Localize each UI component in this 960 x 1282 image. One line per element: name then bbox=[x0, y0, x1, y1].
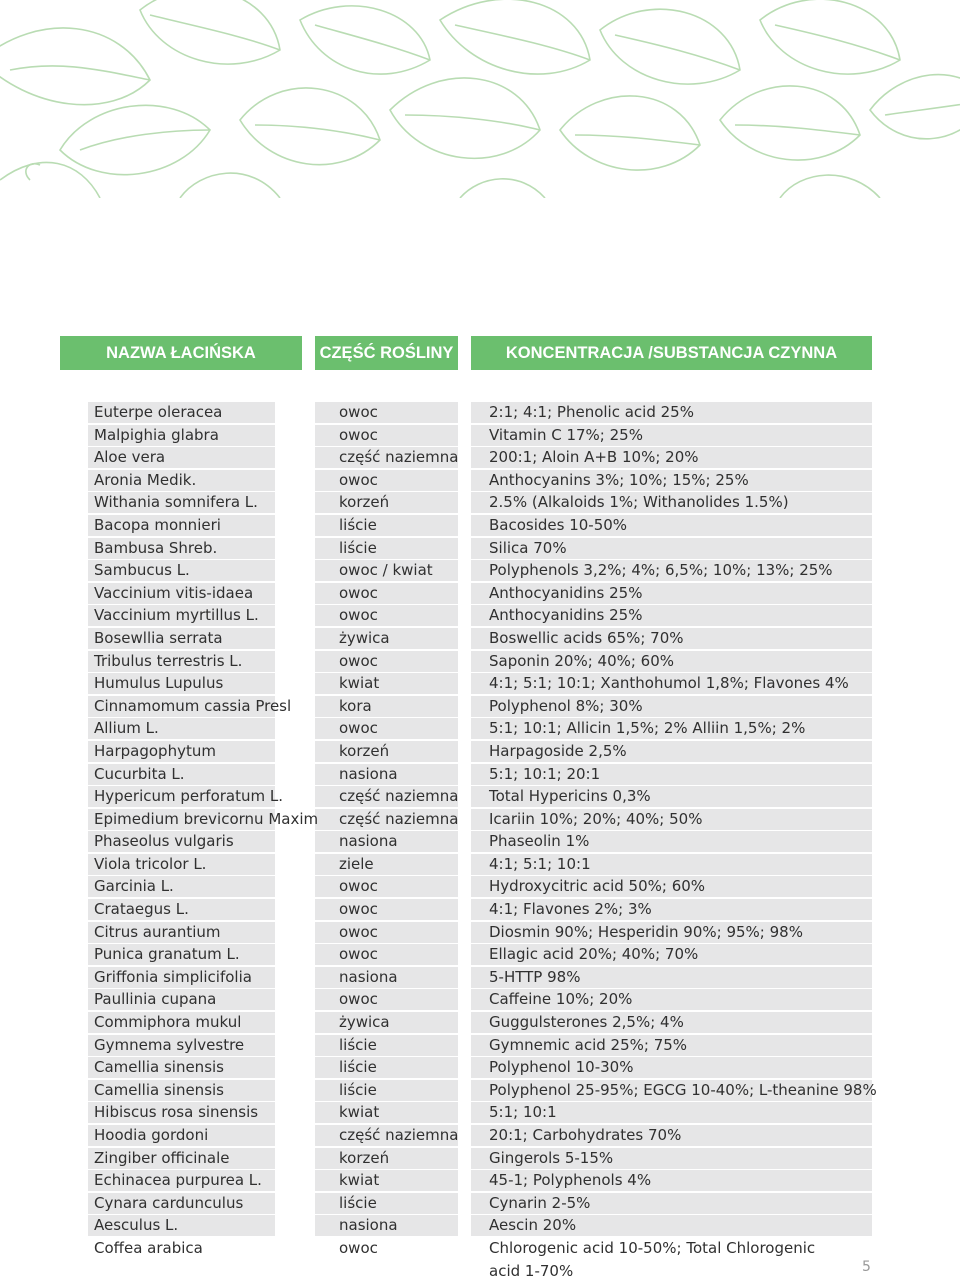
plant-part-cell: owoc bbox=[339, 900, 378, 919]
plant-part-cell: kwiat bbox=[339, 674, 380, 693]
concentration-cell: 2:1; 4:1; Phenolic acid 25% bbox=[489, 403, 694, 421]
concentration-cell: Caffeine 10%; 20% bbox=[489, 990, 633, 1009]
plant-part-cell: liście bbox=[339, 1193, 377, 1212]
plant-part-cell: owoc bbox=[339, 583, 378, 602]
plant-part-cell: owoc bbox=[339, 606, 378, 625]
plant-part-cell: część naziemna bbox=[339, 787, 459, 806]
plant-part-cell: kwiat bbox=[339, 1103, 380, 1122]
concentration-cell: Harpagoside 2,5% bbox=[489, 741, 627, 760]
table-row bbox=[0, 785, 960, 808]
row-band bbox=[315, 922, 458, 943]
plant-part-cell: liście bbox=[339, 538, 377, 557]
leaf-pattern-icon bbox=[0, 0, 960, 198]
column-header-concentration: KONCENTRACJA /SUBSTANCJA CZYNNA bbox=[471, 336, 872, 370]
concentration-cell: Boswellic acids 65%; 70% bbox=[489, 628, 684, 647]
concentration-cell: 4:1; 5:1; 10:1 bbox=[489, 854, 591, 873]
latin-name-cell: Viola tricolor L. bbox=[94, 854, 207, 873]
plant-part-cell: owoc bbox=[339, 922, 378, 941]
latin-name-cell: Vaccinium vitis-idaea bbox=[94, 583, 254, 602]
row-band bbox=[315, 1193, 458, 1214]
plant-part-cell: liście bbox=[339, 515, 377, 534]
concentration-cell: Total Hypericins 0,3% bbox=[489, 787, 651, 806]
concentration-cell: 2.5% (Alkaloids 1%; Withanolides 1.5%) bbox=[489, 493, 789, 512]
concentration-cell: Polyphenol 25-95%; EGCG 10-40%; L-theanine 98% bbox=[489, 1080, 877, 1099]
concentration-cell: Silica 70% bbox=[489, 538, 567, 557]
plant-part-cell: owoc bbox=[339, 651, 378, 670]
plant-part-cell: liście bbox=[339, 1080, 377, 1099]
row-band bbox=[315, 470, 458, 491]
latin-name-cell: Tribulus terrestris L. bbox=[94, 651, 243, 670]
table-row bbox=[0, 763, 960, 786]
plant-part-cell: owoc bbox=[339, 877, 378, 896]
latin-name-cell: Phaseolus vulgaris bbox=[94, 832, 234, 851]
concentration-cell: Phaseolin 1% bbox=[489, 832, 590, 851]
table-row bbox=[0, 650, 960, 673]
latin-name-cell: Cinnamomum cassia Presl bbox=[94, 696, 292, 715]
table-row bbox=[0, 1214, 960, 1237]
latin-name-cell: Cynara cardunculus bbox=[94, 1193, 244, 1212]
concentration-cell: 5:1; 10:1 bbox=[489, 1103, 557, 1122]
concentration-cell: Bacosides 10-50% bbox=[489, 515, 628, 534]
latin-name-cell: Hypericum perforatum L. bbox=[94, 787, 284, 806]
latin-name-cell: Citrus aurantium bbox=[94, 922, 221, 941]
plant-part-cell: nasiona bbox=[339, 967, 398, 986]
latin-name-cell: Bacopa monnieri bbox=[94, 515, 221, 534]
column-header-plant-part: CZĘŚĆ ROŚLINY bbox=[315, 336, 458, 370]
table-row bbox=[0, 808, 960, 831]
row-band bbox=[315, 605, 458, 626]
concentration-cell: 5:1; 10:1; Allicin 1,5%; 2% Alliin 1,5%; 2% bbox=[489, 719, 806, 738]
row-band bbox=[315, 651, 458, 672]
row-band bbox=[315, 515, 458, 536]
plant-part-cell: owoc / kwiat bbox=[339, 561, 433, 580]
concentration-cell: Hydroxycitric acid 50%; 60% bbox=[489, 877, 706, 896]
row-band bbox=[315, 425, 458, 446]
table-row bbox=[0, 469, 960, 492]
plant-part-cell: część naziemna bbox=[339, 448, 459, 467]
latin-name-cell: Zingiber officinale bbox=[94, 1148, 230, 1167]
concentration-cell: Icariin 10%; 20%; 40%; 50% bbox=[489, 809, 703, 828]
latin-name-cell: Bambusa Shreb. bbox=[94, 538, 218, 557]
latin-name-cell: Commiphora mukul bbox=[94, 1013, 242, 1032]
latin-name-cell: Cucurbita L. bbox=[94, 764, 185, 783]
row-band bbox=[315, 1102, 458, 1123]
table-row bbox=[0, 1056, 960, 1079]
table-row bbox=[0, 604, 960, 627]
concentration-cell: 200:1; Aloin A+B 10%; 20% bbox=[489, 448, 699, 467]
concentration-cell: 5:1; 10:1; 20:1 bbox=[489, 764, 601, 783]
table-row bbox=[0, 1147, 960, 1170]
plant-part-cell: część naziemna bbox=[339, 809, 459, 828]
plant-part-cell: nasiona bbox=[339, 832, 398, 851]
concentration-cell: Polyphenol 10-30% bbox=[489, 1058, 634, 1077]
row-band bbox=[315, 989, 458, 1010]
concentration-cell: Diosmin 90%; Hesperidin 90%; 95%; 98% bbox=[489, 922, 803, 941]
table-row bbox=[0, 943, 960, 966]
table-row bbox=[0, 830, 960, 853]
row-band bbox=[315, 1035, 458, 1056]
row-band bbox=[315, 854, 458, 875]
plant-part-cell: owoc bbox=[339, 425, 378, 444]
plant-part-cell: liście bbox=[339, 1058, 377, 1077]
row-band bbox=[315, 402, 458, 423]
table-row bbox=[0, 537, 960, 560]
table-row bbox=[0, 695, 960, 718]
column-header-latin-name: NAZWA ŁACIŃSKA bbox=[60, 336, 302, 370]
row-band bbox=[315, 876, 458, 897]
decorative-leaf-banner bbox=[0, 0, 960, 198]
table-row bbox=[0, 740, 960, 763]
latin-name-cell: Paullinia cupana bbox=[94, 990, 217, 1009]
latin-name-cell: Griffonia simplicifolia bbox=[94, 967, 252, 986]
row-band bbox=[315, 899, 458, 920]
table-row bbox=[0, 875, 960, 898]
table-row bbox=[0, 1079, 960, 1102]
table-row bbox=[0, 966, 960, 989]
table-row bbox=[0, 1034, 960, 1057]
latin-name-cell: Camellia sinensis bbox=[94, 1080, 224, 1099]
latin-name-cell: Gymnema sylvestre bbox=[94, 1035, 245, 1054]
table-row bbox=[0, 514, 960, 537]
latin-name-cell: Humulus Lupulus bbox=[94, 674, 224, 693]
latin-name-cell: Malpighia glabra bbox=[94, 425, 219, 444]
latin-name-cell: Epimedium brevicornu Maxim bbox=[94, 809, 319, 828]
table-row bbox=[0, 491, 960, 514]
latin-name-cell: Hibiscus rosa sinensis bbox=[94, 1103, 259, 1122]
row-band bbox=[315, 1170, 458, 1191]
concentration-cell: Polyphenol 8%; 30% bbox=[489, 696, 643, 715]
table-row bbox=[0, 672, 960, 695]
concentration-cell: Ellagic acid 20%; 40%; 70% bbox=[489, 945, 699, 964]
table-row bbox=[0, 988, 960, 1011]
latin-name-cell: Allium L. bbox=[94, 719, 159, 738]
plant-part-cell: nasiona bbox=[339, 764, 398, 783]
table-row bbox=[0, 1011, 960, 1034]
table-row bbox=[0, 1169, 960, 1192]
plant-extract-table bbox=[0, 401, 960, 1280]
row-band bbox=[315, 944, 458, 965]
latin-name-cell: Garcinia L. bbox=[94, 877, 174, 896]
plant-part-cell: owoc bbox=[339, 719, 378, 738]
plant-part-cell: żywica bbox=[339, 628, 390, 647]
concentration-cell: 20:1; Carbohydrates 70% bbox=[489, 1126, 682, 1144]
table-row bbox=[0, 424, 960, 447]
concentration-cell: Anthocyanidins 25% bbox=[489, 583, 643, 602]
plant-part-cell: żywica bbox=[339, 1013, 390, 1032]
latin-name-cell: Hoodia gordoni bbox=[94, 1126, 209, 1144]
table-row bbox=[0, 627, 960, 650]
table-row bbox=[0, 1101, 960, 1124]
concentration-cell: Saponin 20%; 40%; 60% bbox=[489, 651, 675, 670]
concentration-cell: Cynarin 2-5% bbox=[489, 1193, 591, 1212]
concentration-cell: Aescin 20% bbox=[489, 1216, 577, 1235]
plant-part-cell: korzeń bbox=[339, 1148, 390, 1167]
table-row bbox=[0, 921, 960, 944]
plant-part-cell: nasiona bbox=[339, 1216, 398, 1235]
table-row bbox=[0, 446, 960, 469]
plant-part-cell: część naziemna bbox=[339, 1126, 459, 1144]
latin-name-cell: Euterpe oleracea bbox=[94, 403, 223, 421]
concentration-cell: Gingerols 5-15% bbox=[489, 1148, 614, 1167]
plant-part-cell: liście bbox=[339, 1035, 377, 1054]
row-band bbox=[315, 583, 458, 604]
concentration-cell-continued: acid 1-70% bbox=[489, 1261, 574, 1280]
concentration-cell: Chlorogenic acid 10-50%; Total Chlorogenic bbox=[489, 1238, 816, 1257]
latin-name-cell: Harpagophytum bbox=[94, 741, 216, 760]
latin-name-cell: Punica granatum L. bbox=[94, 945, 240, 964]
latin-name-cell: Bosewllia serrata bbox=[94, 628, 223, 647]
table-row bbox=[0, 898, 960, 921]
plant-part-cell: ziele bbox=[339, 854, 374, 873]
row-band bbox=[315, 538, 458, 559]
concentration-cell: Anthocyanins 3%; 10%; 15%; 25% bbox=[489, 470, 749, 489]
latin-name-cell: Echinacea purpurea L. bbox=[94, 1171, 262, 1190]
plant-part-cell: owoc bbox=[339, 990, 378, 1009]
row-band bbox=[315, 1080, 458, 1101]
plant-part-cell: owoc bbox=[339, 470, 378, 489]
page-number: 5 bbox=[862, 1259, 871, 1275]
concentration-cell: Vitamin C 17%; 25% bbox=[489, 425, 643, 444]
table-row bbox=[0, 1192, 960, 1215]
latin-name-cell: Crataegus L. bbox=[94, 900, 189, 919]
table-row bbox=[0, 401, 960, 424]
table-row bbox=[0, 1237, 960, 1280]
plant-part-cell: kora bbox=[339, 696, 372, 715]
latin-name-cell: Withania somnifera L. bbox=[94, 493, 258, 512]
latin-name-cell: Sambucus L. bbox=[94, 561, 190, 580]
table-row bbox=[0, 717, 960, 740]
latin-name-cell: Camellia sinensis bbox=[94, 1058, 224, 1077]
concentration-cell: 4:1; Flavones 2%; 3% bbox=[489, 900, 652, 919]
plant-part-cell: owoc bbox=[339, 1238, 378, 1257]
latin-name-cell: Vaccinium myrtillus L. bbox=[94, 606, 259, 625]
concentration-cell: Gymnemic acid 25%; 75% bbox=[489, 1035, 688, 1054]
concentration-cell: 4:1; 5:1; 10:1; Xanthohumol 1,8%; Flavones 4% bbox=[489, 674, 849, 693]
concentration-cell: 5-HTTP 98% bbox=[489, 967, 581, 986]
plant-part-cell: korzeń bbox=[339, 741, 390, 760]
row-band bbox=[315, 673, 458, 694]
row-band bbox=[315, 696, 458, 717]
table-row bbox=[0, 582, 960, 605]
concentration-cell: Guggulsterones 2,5%; 4% bbox=[489, 1013, 684, 1032]
concentration-cell: Anthocyanidins 25% bbox=[489, 606, 643, 625]
latin-name-cell: Aloe vera bbox=[94, 448, 166, 467]
plant-part-cell: owoc bbox=[339, 945, 378, 964]
concentration-cell: Polyphenols 3,2%; 4%; 6,5%; 10%; 13%; 25% bbox=[489, 561, 833, 580]
table-row bbox=[0, 1124, 960, 1147]
row-band bbox=[315, 718, 458, 739]
plant-part-cell: korzeń bbox=[339, 493, 390, 512]
plant-part-cell: kwiat bbox=[339, 1171, 380, 1190]
table-row bbox=[0, 559, 960, 582]
table-row bbox=[0, 853, 960, 876]
latin-name-cell: Aesculus L. bbox=[94, 1216, 179, 1235]
latin-name-cell: Aronia Medik. bbox=[94, 470, 197, 489]
concentration-cell: 45-1; Polyphenols 4% bbox=[489, 1171, 652, 1190]
row-band bbox=[315, 1057, 458, 1078]
plant-part-cell: owoc bbox=[339, 403, 378, 421]
latin-name-cell: Coffea arabica bbox=[94, 1238, 203, 1257]
